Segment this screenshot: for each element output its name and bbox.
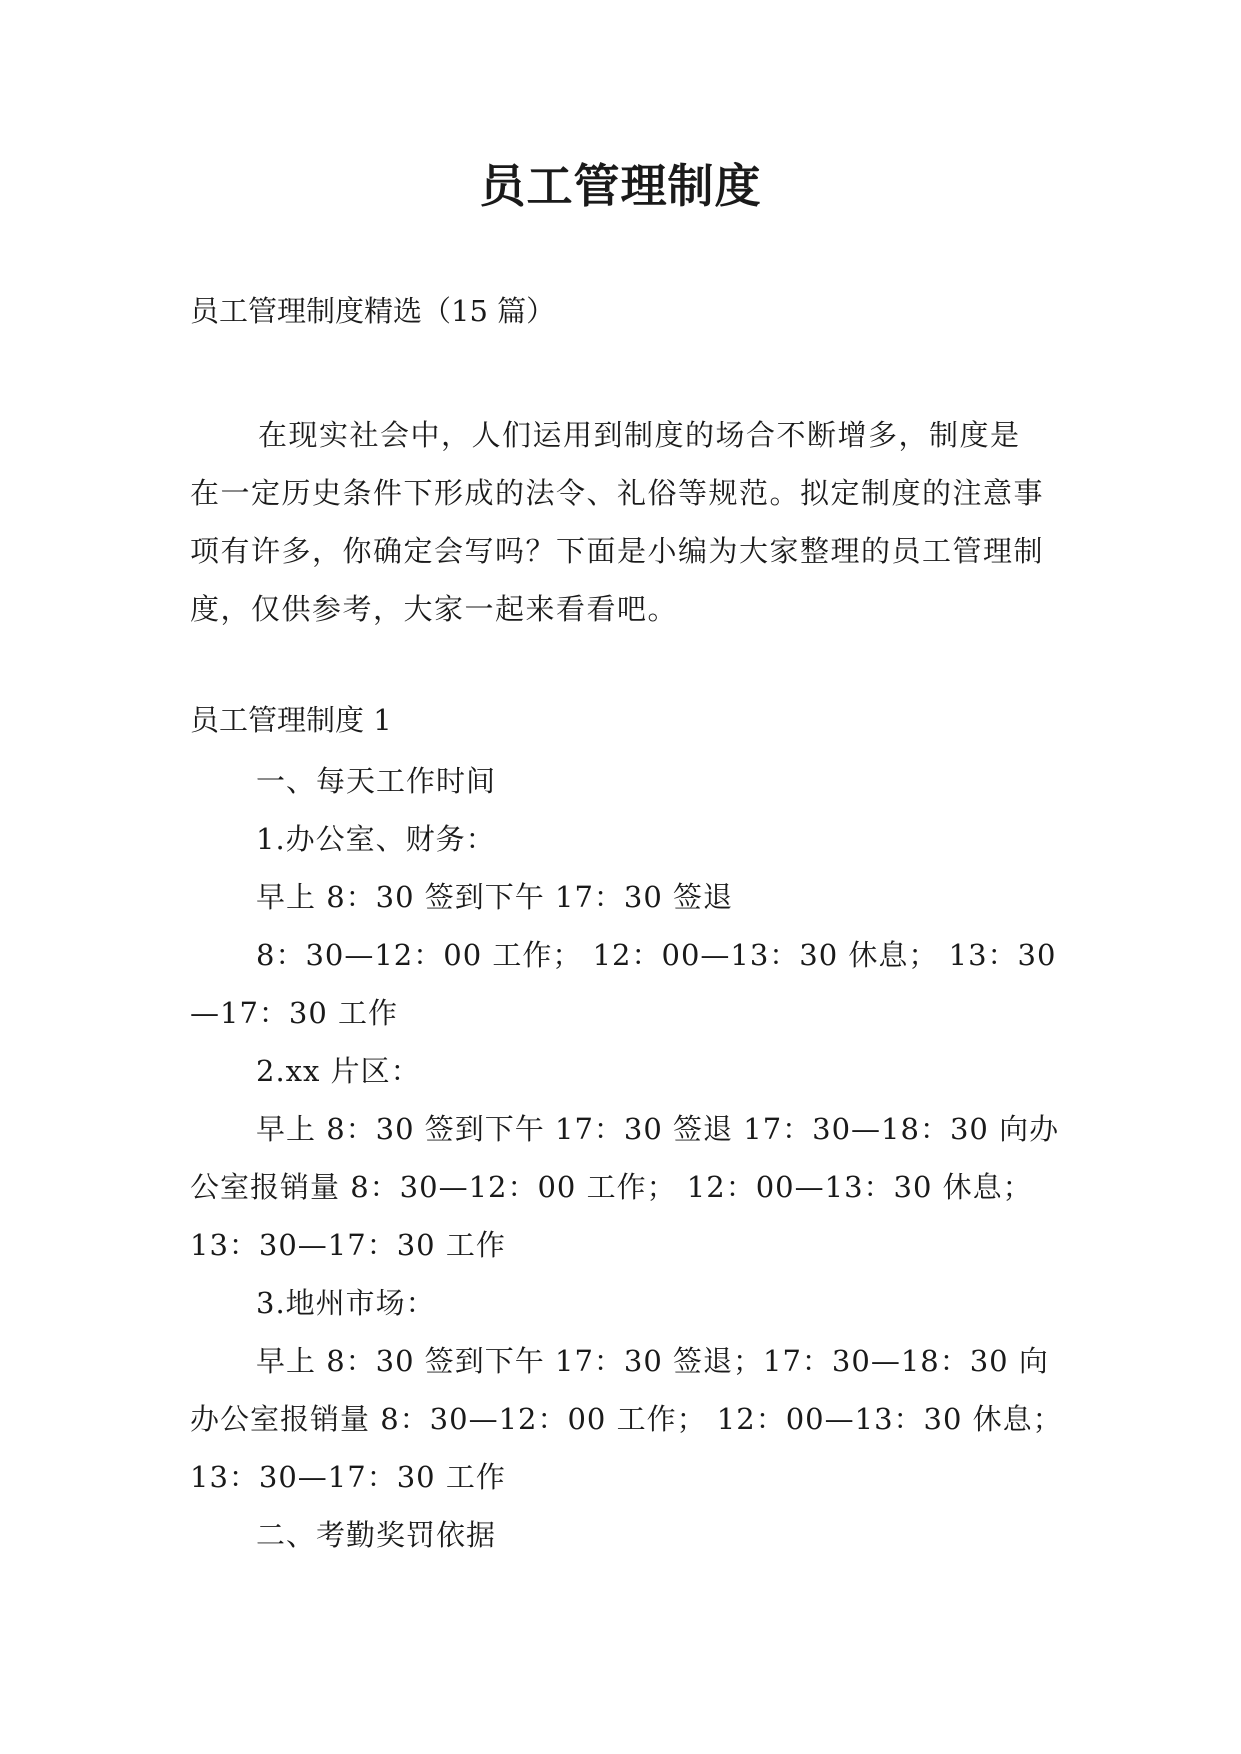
section-body <box>190 752 1070 1564</box>
office-sign-times: 早上 8：30 签到下午 17：30 签退 <box>256 880 734 914</box>
item-xx-district: 2.xx 片区： <box>256 1054 421 1088</box>
item-prefecture-market: 3.地州市场： <box>256 1286 436 1320</box>
intro-paragraph: 在现实社会中，人们运用到制度的场合不断增多，制度是在一定历史条件下形成的法令、礼俗等规范。拟定制度的注意事项有许多，你确定会写吗？下面是小编为大家整理的员工管理制度，仅供参考，大家一起来看看吧。 <box>190 418 1045 626</box>
district-schedule: 早上 8：30 签到下午 17：30 签退 17：30—18：30 向办公室报销量 8：30—12：00 工作； 12：00—13：30 休息；13：30—17：30 工作 <box>190 1112 1060 1262</box>
heading-attendance-rules: 二、考勤奖罚依据 <box>256 1518 497 1552</box>
market-schedule: 早上 8：30 签到下午 17：30 签退；17：30—18：30 向办公室报销量 8：30—12：00 工作； 12：00—13：30 休息； 13：30—17：30 工作 <box>190 1344 1063 1494</box>
office-schedule: 8：30—12：00 工作； 12：00—13：30 休息； 13：30—17：30 工作 <box>190 938 1057 1030</box>
heading-work-hours: 一、每天工作时间 <box>256 764 497 798</box>
document-title: 员工管理制度 <box>479 159 762 213</box>
section-title: 员工管理制度 1 <box>190 703 392 737</box>
item-office-finance: 1.办公室、财务： <box>256 822 496 856</box>
document-subtitle: 员工管理制度精选（15 篇） <box>190 294 556 328</box>
